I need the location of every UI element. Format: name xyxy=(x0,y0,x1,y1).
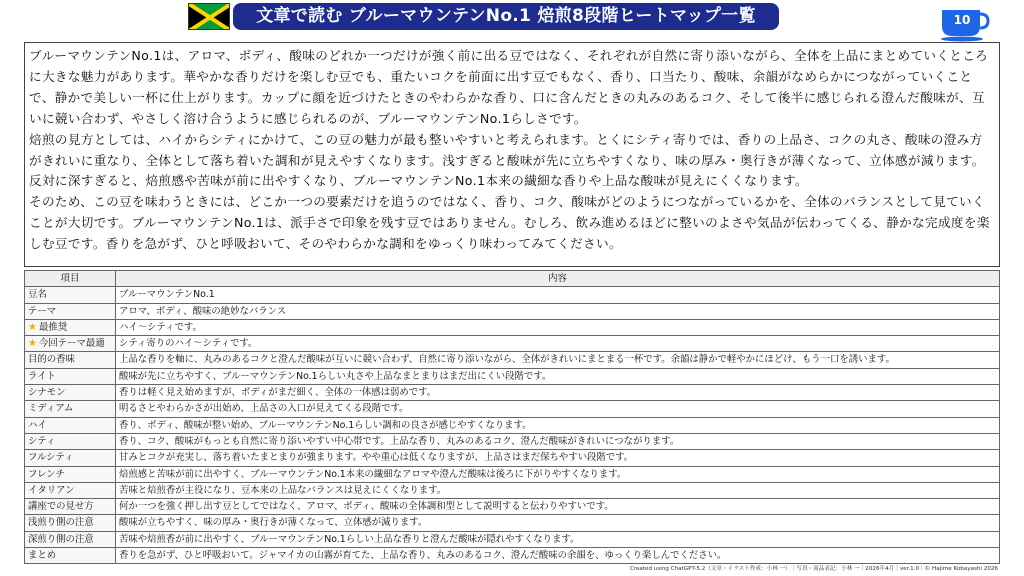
row-key-cell xyxy=(25,401,116,417)
row-value-cell: 甘みとコクが充実し、落ち着いたまとまりが強まります。やや重心は低くなりますが、上品さはまだ保ちやすい段階です。 xyxy=(116,450,1000,466)
row-key-label: 今回テーマ最適 xyxy=(38,338,105,350)
row-value-cell: 苦味と焙煎香が主役になり、豆本来の上品なバランスは見えにくくなります。 xyxy=(116,482,1000,498)
row-key-cell xyxy=(25,385,116,401)
star-icon: ★ xyxy=(28,338,37,350)
row-value-cell: 香り、ボディ、酸味が整い始め、ブルーマウンテンNo.1らしい調和の良さが感じやすくなります。 xyxy=(116,417,1000,433)
column-header-item: 項目 xyxy=(25,271,116,287)
page-number: 10 xyxy=(953,13,971,27)
row-key-cell xyxy=(25,433,116,449)
row-value-cell: 明るさとやわらかさが出始め、上品さの入口が見えてくる段階です。 xyxy=(116,401,1000,417)
row-value-cell: 香り、コク、酸味がもっとも自然に寄り添いやすい中心帯です。上品な香り、丸みのあるコク、澄んだ酸味がきれいにつながります。 xyxy=(116,433,1000,449)
row-key-label: まとめ xyxy=(28,550,57,562)
table-row xyxy=(25,368,1000,384)
row-key-cell xyxy=(25,319,116,335)
row-value-cell: ハイ〜シティです。 xyxy=(116,319,1000,335)
table-row xyxy=(25,336,1000,352)
table-row xyxy=(25,466,1000,482)
jamaica-flag-icon xyxy=(188,3,230,30)
row-value-cell: 焙煎感と苦味が前に出やすく、ブルーマウンテンNo.1本来の繊細なアロマや澄んだ酸味は後ろに下がりやすくなります。 xyxy=(116,466,1000,482)
row-key-cell xyxy=(25,482,116,498)
row-key-label: 講座での見せ方 xyxy=(28,501,94,513)
row-value-cell: 酸味が立ちやすく、味の厚み・奥行きが薄くなって、立体感が減ります。 xyxy=(116,515,1000,531)
row-key-cell xyxy=(25,450,116,466)
row-value-cell: シティ寄りのハイ〜シティです。 xyxy=(116,336,1000,352)
row-key-label: 最推奨 xyxy=(38,321,68,333)
row-key-label: 浅煎り側の注意 xyxy=(28,517,94,529)
row-value-cell: アロマ、ボディ、酸味の絶妙なバランス xyxy=(116,303,1000,319)
table-row xyxy=(25,450,1000,466)
row-value-cell: 苦味や焙煎香が前に出やすく、ブルーマウンテンNo.1らしい上品な香りと澄んだ酸味が隠れやすくなります。 xyxy=(116,531,1000,547)
row-key-cell xyxy=(25,548,116,564)
table-row xyxy=(25,531,1000,547)
table-body xyxy=(25,287,1000,564)
table-row xyxy=(25,401,1000,417)
row-key-label: ライト xyxy=(28,370,56,382)
row-key-cell xyxy=(25,368,116,384)
row-value-cell: 香りは軽く見え始めますが、ボディがまだ細く、全体の一体感は弱めです。 xyxy=(116,385,1000,401)
table-row xyxy=(25,482,1000,498)
footer-credit: Created using ChatGPT-5.2（文章・イラスト作成：小林 一）｜写真・商品表記：小林 一｜2026年4月｜ver.1.0｜© Hajime Kobayashi 2026 xyxy=(629,566,998,572)
row-key-cell xyxy=(25,352,116,368)
table-row xyxy=(25,385,1000,401)
row-value-cell: 上品な香りを軸に、丸みのあるコクと澄んだ酸味が互いに競い合わず、自然に寄り添いながら、全体がきれいにまとまる一杯です。余韻は静かで軽やかにほどけ、もう一口を誘います。 xyxy=(116,352,1000,368)
row-key-label: シナモン xyxy=(28,387,66,399)
roast-table xyxy=(24,270,1000,564)
essay-paragraph: 焙煎の見方としては、ハイからシティにかけて、この豆の魅力が最も整いやすいと考えられます。とくにシティ寄りでは、香りの上品さ、コクの丸さ、酸味の澄み方がきれいに重なり、全体として落ち着いた調和が見えやすくなります。浅すぎると酸味が先に立ちやすくなり、味の厚み・奥行きが薄くなって、立体感が減ります。反対に深すぎると、焙煎感や苦味が前に出やすくなり、ブルーマウンテンNo.1本来の繊細な香りや上品な酸味が見えにくくなります。 xyxy=(29,131,985,189)
row-value-cell: 香りを急がず、ひと呼吸おいて。ジャマイカの山霧が育てた、上品な香り、丸みのあるコク、澄んだ酸味の余韻を、ゆっくり楽しんでください。 xyxy=(116,548,1000,564)
row-key-label: 目的の香味 xyxy=(28,354,75,366)
row-key-cell xyxy=(25,336,116,352)
row-key-label: ミディアム xyxy=(28,403,74,415)
row-key-cell xyxy=(25,417,116,433)
table-row xyxy=(25,417,1000,433)
table-row xyxy=(25,499,1000,515)
row-key-cell xyxy=(25,499,116,515)
table-row xyxy=(25,287,1000,303)
row-key-label: 豆名 xyxy=(28,289,47,301)
essay-text xyxy=(24,42,1000,267)
essay-paragraph: ブルーマウンテンNo.1は、アロマ、ボディ、酸味のどれか一つだけが強く前に出る豆ではなく、それぞれが自然に寄り添いながら、全体を上品にまとめていくところに大きな魅力があります。華やかな香りだけを楽しむ豆でも、重たいコクを前面に出す豆でもなく、香り、口当たり、酸味、余韻がなめらかにつながっていくことで、静かで美しい一杯に仕上がります。カップに顔を近づけたときのやわらかな香り、口に含んだときの丸みのあるコク、そして後半に感じられる澄んだ酸味が、互いに競い合わず、やさしく溶け合うように感じられるのが、ブルーマウンテンNo.1らしさです。 xyxy=(29,48,989,126)
row-value-cell: 酸味が先に立ちやすく、ブルーマウンテンNo.1らしい丸さや上品なまとまりはまだ出にくい段階です。 xyxy=(116,368,1000,384)
row-key-cell xyxy=(25,531,116,547)
row-key-label: テーマ xyxy=(28,305,57,317)
row-key-cell xyxy=(25,515,116,531)
row-key-label: フルシティ xyxy=(28,452,74,464)
row-value-cell: ブルーマウンテンNo.1 xyxy=(116,287,1000,303)
row-value-cell: 何か一つを強く押し出す豆としてではなく、アロマ、ボディ、酸味の全体調和型として説明すると伝わりやすいです。 xyxy=(116,499,1000,515)
star-icon: ★ xyxy=(28,321,37,333)
row-key-label: ハイ xyxy=(28,419,47,431)
row-key-label: イタリアン xyxy=(28,484,75,496)
row-key-cell xyxy=(25,287,116,303)
table-row xyxy=(25,303,1000,319)
row-key-label: 深煎り側の注意 xyxy=(28,533,94,545)
row-key-cell xyxy=(25,303,116,319)
table-row xyxy=(25,548,1000,564)
page-title: 文章で読む ブルーマウンテンNo.1 焙煎8段階ヒートマップ一覧 xyxy=(233,3,779,30)
essay-paragraph: そのため、この豆を味わうときには、どこか一つの要素だけを追うのではなく、香り、コク、酸味がどのようにつながっているかを、全体のバランスとして見ていくことが大切です。ブルーマウンテンNo.1は、派手さで印象を残す豆ではありません。むしろ、飲み進めるほどに整いのよさや気品が伝わってくる、静かな完成度を楽しむ豆です。香りを急がず、ひと呼吸おいて、そのやわらかな調和をゆっくり味わってみてください。 xyxy=(29,194,990,252)
column-header-content: 内容 xyxy=(116,271,1000,287)
row-key-label: シティ xyxy=(28,435,56,447)
table-row xyxy=(25,515,1000,531)
row-key-label: フレンチ xyxy=(28,468,65,480)
table-row xyxy=(25,433,1000,449)
table-row xyxy=(25,352,1000,368)
table-row xyxy=(25,319,1000,335)
table-header-row xyxy=(25,271,1000,287)
row-key-cell xyxy=(25,466,116,482)
